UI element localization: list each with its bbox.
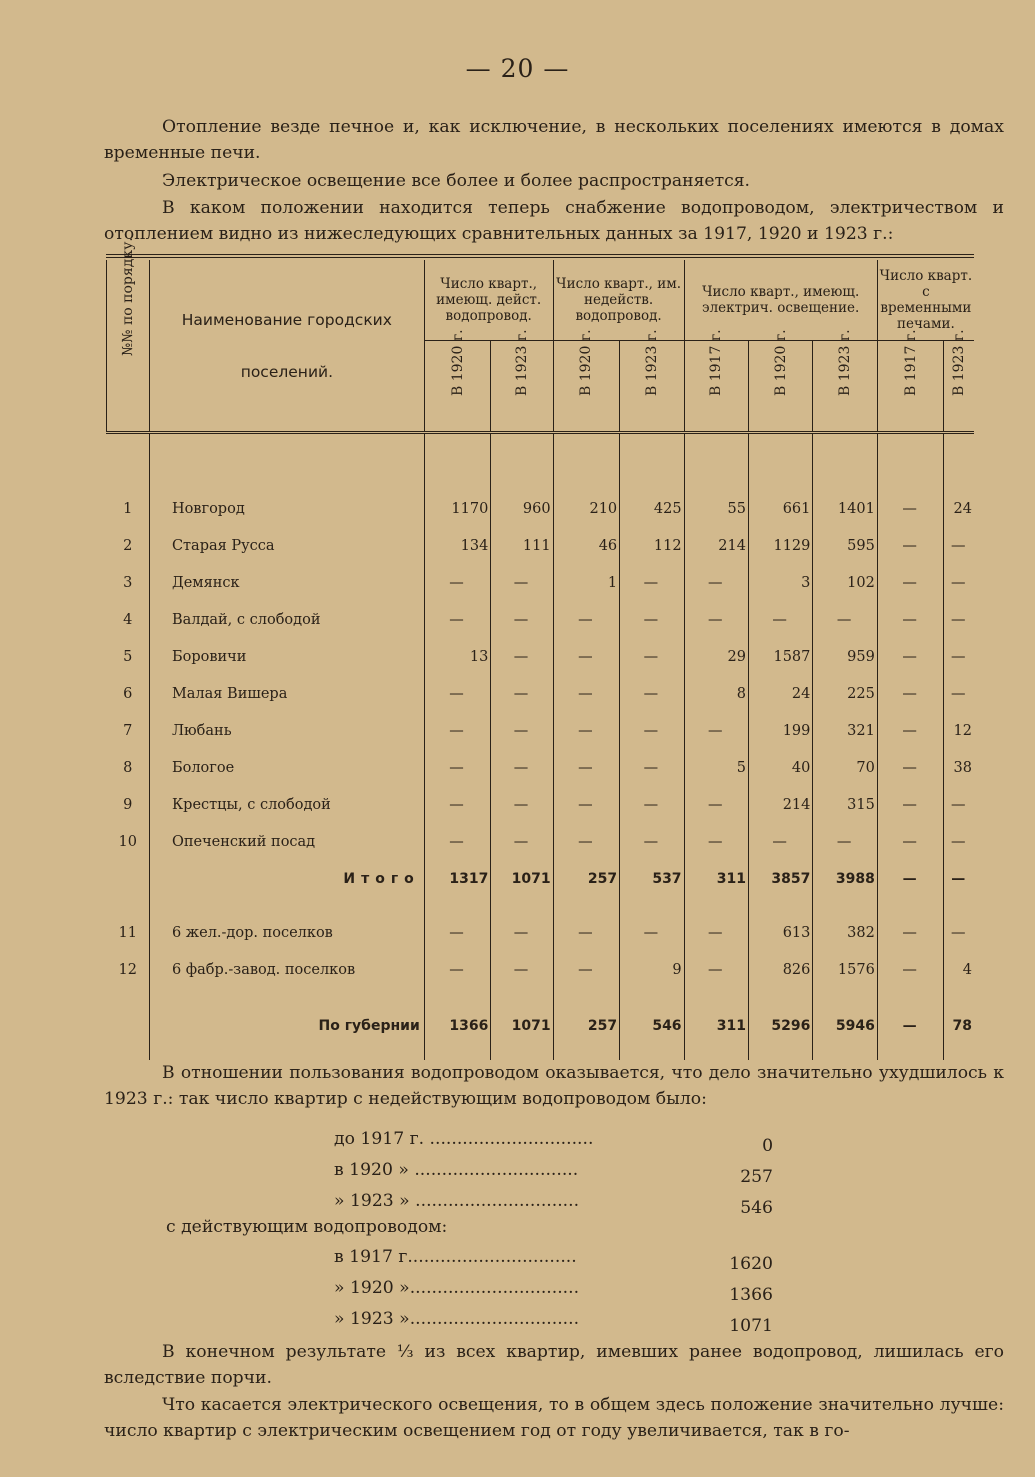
cell-value: — xyxy=(944,860,974,898)
row-name: Старая Русса xyxy=(149,527,424,564)
spacer-row xyxy=(107,898,975,914)
table-row xyxy=(107,951,975,988)
cell-value: — xyxy=(684,786,748,823)
subhead-year: В 1923 г. xyxy=(944,341,974,433)
group-header-electric: Число кварт., имеющ. электрич. освещение. xyxy=(684,260,877,341)
cell-value: — xyxy=(877,490,944,527)
cell-value: 3 xyxy=(748,564,812,601)
cell-value: — xyxy=(553,638,620,675)
cell-value: 1071 xyxy=(491,860,553,898)
cell-value: 3988 xyxy=(813,860,877,898)
spacer-row xyxy=(107,1046,975,1060)
cell-value: — xyxy=(813,823,877,860)
table-row xyxy=(107,749,975,786)
cell-value: 1 xyxy=(553,564,620,601)
table-row xyxy=(107,786,975,823)
row-name: Малая Вишера xyxy=(149,675,424,712)
subhead-year: В 1920 г. xyxy=(748,341,812,433)
list-item: в 1917 г............................... 1620 xyxy=(334,1247,773,1274)
cell-value: — xyxy=(684,712,748,749)
cell-value: 1129 xyxy=(748,527,812,564)
row-name: Крестцы, с слободой xyxy=(149,786,424,823)
cell-value: 1170 xyxy=(424,490,491,527)
cell-value: — xyxy=(620,601,684,638)
table-row xyxy=(107,564,975,601)
subhead-year: В 1920 г. xyxy=(553,341,620,433)
cell-value: — xyxy=(424,786,491,823)
cell-value: 38 xyxy=(944,749,974,786)
paragraph-electric: Электрическое освещение все более и более распространяется. xyxy=(162,171,751,191)
cell-value: — xyxy=(684,823,748,860)
list-active-water xyxy=(334,1245,773,1338)
row-number: 1 xyxy=(123,500,133,517)
cell-value: 225 xyxy=(813,675,877,712)
row-name: Бологое xyxy=(149,749,424,786)
subhead-year: В 1923 г. xyxy=(813,341,877,433)
row-name: Итого xyxy=(149,860,424,898)
cell-value: — xyxy=(684,564,748,601)
cell-value: — xyxy=(553,749,620,786)
cell-value: — xyxy=(813,601,877,638)
list-item: » 1923 »............................... 1071 xyxy=(334,1309,773,1336)
cell-value: — xyxy=(944,527,974,564)
cell-value: — xyxy=(620,638,684,675)
cell-value: 70 xyxy=(813,749,877,786)
cell-value: — xyxy=(553,951,620,988)
table-top-rule-2 xyxy=(106,257,974,258)
cell-value: — xyxy=(877,601,944,638)
cell-value: 959 xyxy=(813,638,877,675)
cell-value: — xyxy=(491,675,553,712)
cell-value: 12 xyxy=(944,712,974,749)
table-row xyxy=(107,914,975,951)
cell-value: — xyxy=(424,749,491,786)
cell-value: — xyxy=(620,712,684,749)
cell-value: 595 xyxy=(813,527,877,564)
row-number: 5 xyxy=(123,648,133,665)
cell-value: 111 xyxy=(491,527,553,564)
table-row xyxy=(107,823,975,860)
cell-value: — xyxy=(491,638,553,675)
table-row xyxy=(107,712,975,749)
cell-value: 1366 xyxy=(424,1006,491,1046)
total-row xyxy=(107,860,975,898)
cell-value: — xyxy=(684,601,748,638)
row-name: Демянск xyxy=(149,564,424,601)
row-name: Валдай, с слободой xyxy=(149,601,424,638)
row-number: 4 xyxy=(123,611,133,628)
cell-value: — xyxy=(491,951,553,988)
cell-value: 5296 xyxy=(748,1006,812,1046)
cell-value: 214 xyxy=(748,786,812,823)
cell-value: 960 xyxy=(491,490,553,527)
cell-value: — xyxy=(944,564,974,601)
cell-value: 134 xyxy=(424,527,491,564)
cell-value: — xyxy=(944,601,974,638)
list2-intro: с действующим водопроводом: xyxy=(166,1217,448,1237)
cell-value: 13 xyxy=(424,638,491,675)
cell-value: — xyxy=(877,527,944,564)
col-number-header: №№ по порядку. xyxy=(107,260,150,433)
cell-value: 613 xyxy=(748,914,812,951)
group-header-stoves: Число кварт. с временными печами. xyxy=(877,260,974,341)
cell-value: — xyxy=(877,712,944,749)
cell-value: — xyxy=(877,749,944,786)
cell-value: — xyxy=(620,675,684,712)
list-item: до 1917 г. .............................. 0 xyxy=(334,1129,773,1156)
province-total-row xyxy=(107,1006,975,1046)
cell-value: — xyxy=(877,638,944,675)
cell-value: 9 xyxy=(620,951,684,988)
table-top-rule xyxy=(106,254,974,255)
col-name-header: Наименование городских поселений. xyxy=(149,260,424,433)
cell-value: 4 xyxy=(944,951,974,988)
list-item: » 1923 » .............................. 546 xyxy=(334,1191,773,1218)
cell-value: 321 xyxy=(813,712,877,749)
table-row xyxy=(107,490,975,527)
cell-value: 1071 xyxy=(491,1006,553,1046)
row-name: По губернии xyxy=(149,1006,424,1046)
cell-value: — xyxy=(491,712,553,749)
cell-value: — xyxy=(424,823,491,860)
cell-value: 315 xyxy=(813,786,877,823)
cell-value: 425 xyxy=(620,490,684,527)
cell-value: — xyxy=(491,749,553,786)
cell-value: — xyxy=(944,675,974,712)
cell-value: — xyxy=(491,564,553,601)
row-name: Любань xyxy=(149,712,424,749)
cell-value: — xyxy=(491,914,553,951)
paragraph-result: В конечном результате ⅓ из всех квартир, имевших ранее водопровод, лишилась его вследствие порчи. xyxy=(104,1342,1004,1388)
row-number: 11 xyxy=(118,924,137,941)
subhead-year: В 1917 г. xyxy=(684,341,748,433)
cell-value: — xyxy=(553,786,620,823)
cell-value: 46 xyxy=(553,527,620,564)
cell-value: 102 xyxy=(813,564,877,601)
row-name: Боровичи xyxy=(149,638,424,675)
cell-value: 214 xyxy=(684,527,748,564)
cell-value: 8 xyxy=(684,675,748,712)
cell-value: — xyxy=(944,914,974,951)
cell-value: 826 xyxy=(748,951,812,988)
page-number: — 20 — xyxy=(465,54,570,83)
paragraph-water-decline: В отношении пользования водопроводом оказывается, что дело значительно ухудшилось к 1923 г.: так число квартир с недействующим водопроводом было: xyxy=(104,1063,1004,1109)
cell-value: — xyxy=(877,914,944,951)
cell-value: — xyxy=(748,823,812,860)
list-item: » 1920 »............................... 1366 xyxy=(334,1278,773,1305)
subhead-year: В 1920 г. xyxy=(424,341,491,433)
subhead-year: В 1923 г. xyxy=(491,341,553,433)
cell-value: — xyxy=(877,675,944,712)
cell-value: — xyxy=(684,951,748,988)
row-name: Новгород xyxy=(149,490,424,527)
cell-value: — xyxy=(944,823,974,860)
row-name: Опеченский посад xyxy=(149,823,424,860)
row-number: 10 xyxy=(118,833,137,850)
cell-value: — xyxy=(553,712,620,749)
cell-value: — xyxy=(424,564,491,601)
group-header-active-water: Число кварт., имеющ. дейст. водопровод. xyxy=(424,260,553,341)
cell-value: 5 xyxy=(684,749,748,786)
cell-value: 29 xyxy=(684,638,748,675)
row-number: 9 xyxy=(123,796,133,813)
spacer-row xyxy=(107,433,975,443)
row-number: 2 xyxy=(123,537,133,554)
utilities-table xyxy=(106,236,974,1060)
cell-value: 5946 xyxy=(813,1006,877,1046)
cell-value: — xyxy=(620,749,684,786)
cell-value: — xyxy=(620,564,684,601)
row-number: 3 xyxy=(123,574,133,591)
table-row xyxy=(107,638,975,675)
cell-value: — xyxy=(877,860,944,898)
subhead-year: В 1923 г. xyxy=(620,341,684,433)
cell-value: 199 xyxy=(748,712,812,749)
cell-value: 661 xyxy=(748,490,812,527)
cell-value: — xyxy=(944,786,974,823)
cell-value: — xyxy=(620,786,684,823)
cell-value: 311 xyxy=(684,1006,748,1046)
cell-value: — xyxy=(877,1006,944,1046)
cell-value: — xyxy=(424,601,491,638)
cell-value: — xyxy=(553,675,620,712)
cell-value: — xyxy=(424,914,491,951)
cell-value: 24 xyxy=(748,675,812,712)
table-body xyxy=(107,433,975,1061)
cell-value: 40 xyxy=(748,749,812,786)
row-number xyxy=(107,860,150,898)
cell-value: 24 xyxy=(944,490,974,527)
cell-value: 1576 xyxy=(813,951,877,988)
cell-value: 382 xyxy=(813,914,877,951)
list-item: в 1920 » .............................. 257 xyxy=(334,1160,773,1187)
subhead-year: В 1917 г. xyxy=(877,341,944,433)
cell-value: — xyxy=(684,914,748,951)
cell-value: — xyxy=(620,823,684,860)
row-number: 6 xyxy=(123,685,133,702)
cell-value: 1317 xyxy=(424,860,491,898)
cell-value: — xyxy=(877,564,944,601)
cell-value: — xyxy=(424,712,491,749)
cell-value: — xyxy=(553,823,620,860)
cell-value: — xyxy=(877,951,944,988)
cell-value: — xyxy=(424,951,491,988)
cell-value: 257 xyxy=(553,860,620,898)
paragraph-heating: Отопление везде печное и, как исключение, в нескольких поселениях имеются в домах временные печи. xyxy=(104,117,1004,163)
row-number: 7 xyxy=(123,722,133,739)
cell-value: — xyxy=(491,601,553,638)
cell-value: 1401 xyxy=(813,490,877,527)
row-name: 6 фабр.-завод. поселков xyxy=(149,951,424,988)
cell-value: 1587 xyxy=(748,638,812,675)
cell-value: 537 xyxy=(620,860,684,898)
cell-value: — xyxy=(620,914,684,951)
table-row xyxy=(107,601,975,638)
paragraph-intro-table: В каком положении находится теперь снабжение водопроводом, электричеством и отоплением видно из нижеследующих сравнительных данных за 1917, 1920 и 1923 г.: xyxy=(104,198,1004,244)
group-header-broken-water: Число кварт., им. недейств. водопровод. xyxy=(553,260,684,341)
cell-value: — xyxy=(491,786,553,823)
cell-value: — xyxy=(424,675,491,712)
row-name: 6 жел.-дор. поселков xyxy=(149,914,424,951)
spacer-row xyxy=(107,442,975,490)
table-row xyxy=(107,675,975,712)
cell-value: 311 xyxy=(684,860,748,898)
cell-value: 55 xyxy=(684,490,748,527)
paragraph-electric-better: Что касается электрического освещения, то в общем здесь положение значительно лучше: число квартир с электрическим освещением год от году увеличивается, так в го- xyxy=(104,1395,1004,1441)
table-row xyxy=(107,527,975,564)
cell-value: 3857 xyxy=(748,860,812,898)
cell-value: — xyxy=(877,786,944,823)
spacer-row xyxy=(107,988,975,1006)
cell-value: 112 xyxy=(620,527,684,564)
cell-value: 210 xyxy=(553,490,620,527)
list-broken-water xyxy=(334,1127,773,1220)
cell-value: — xyxy=(553,914,620,951)
cell-value: — xyxy=(553,601,620,638)
cell-value: — xyxy=(877,823,944,860)
cell-value: — xyxy=(491,823,553,860)
row-number xyxy=(107,1006,150,1046)
cell-value: 546 xyxy=(620,1006,684,1046)
row-number: 12 xyxy=(118,961,137,978)
cell-value: 257 xyxy=(553,1006,620,1046)
cell-value: — xyxy=(944,638,974,675)
cell-value: — xyxy=(748,601,812,638)
cell-value: 78 xyxy=(944,1006,974,1046)
row-number: 8 xyxy=(123,759,133,776)
